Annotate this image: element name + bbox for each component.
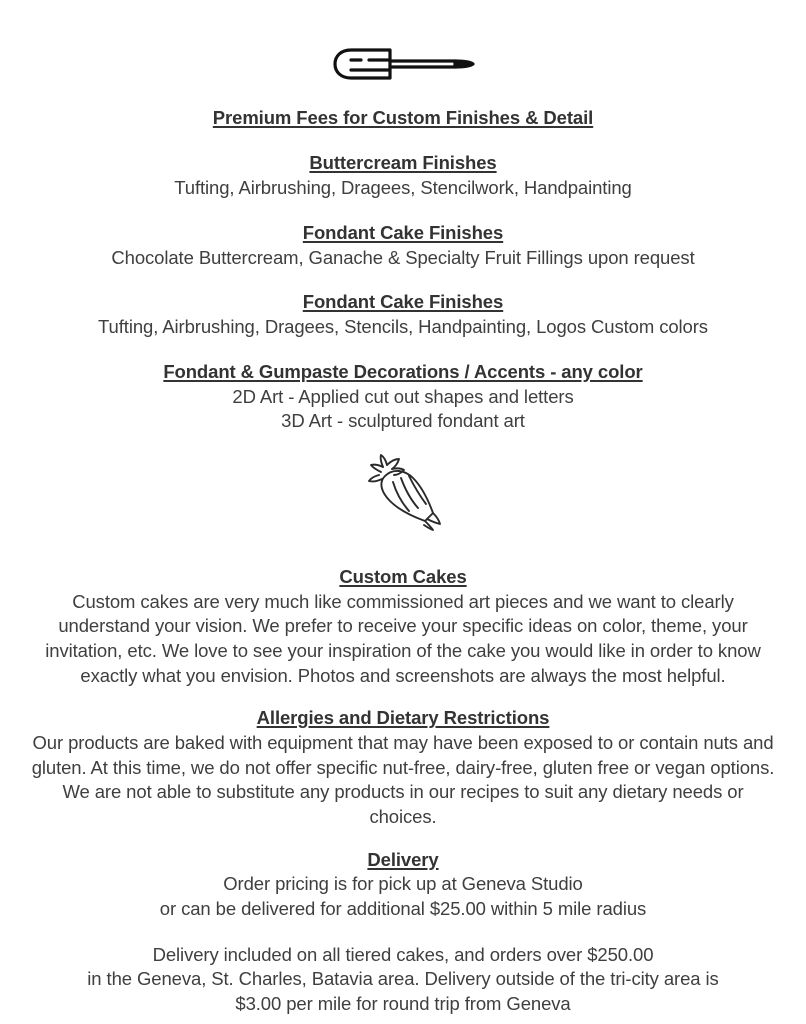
spatula-icon: [329, 42, 477, 84]
section-fondant-gumpaste-decorations: [28, 360, 778, 434]
page-title: Premium Fees for Custom Finishes & Detail: [212, 107, 594, 128]
section-heading: Delivery: [367, 848, 439, 870]
section-fondant-cake-finishes-techniques: [28, 290, 778, 340]
section-line: 2D Art - Applied cut out shapes and letters: [232, 385, 574, 407]
section-delivery: [28, 848, 778, 922]
section-heading: Fondant Cake Finishes: [302, 221, 504, 243]
section-heading: Buttercream Finishes: [309, 151, 497, 173]
delivery-line: in the Geneva, St. Charles, Batavia area. Delivery outside of the tri-city area is: [87, 968, 719, 990]
delivery-line: or can be delivered for additional $25.00 within 5 mile radius: [159, 898, 647, 920]
delivery-line: Order pricing is for pick up at Geneva Studio: [223, 873, 583, 895]
section-line: 3D Art - sculptured fondant art: [281, 410, 525, 432]
allergies-paragraph: Our products are baked with equipment that may have been exposed to or contain nuts and gluten. At this time, we do not offer specific nut-free, dairy-free, gluten free or vegan options. We are not able to substitute any products in our recipes to suit any dietary needs or choices.: [31, 732, 775, 827]
section-fondant-cake-finishes-fillings: [28, 221, 778, 271]
section-heading: Custom Cakes: [339, 565, 467, 587]
section-heading: Allergies and Dietary Restrictions: [256, 707, 550, 729]
delivery-line: Delivery included on all tiered cakes, and orders over $250.00: [152, 943, 654, 965]
section-line: Chocolate Buttercream, Ganache & Specialty Fruit Fillings upon request: [111, 246, 695, 268]
section-delivery-included: [28, 943, 778, 1017]
delivery-line: $3.00 per mile for round trip from Geneva: [235, 992, 571, 1014]
title-block: [28, 106, 778, 131]
section-buttercream-finishes: [28, 151, 778, 201]
section-line: Tufting, Airbrushing, Dragees, Stencilwork, Handpainting: [174, 176, 632, 198]
section-custom-cakes: [28, 565, 778, 688]
section-line: Tufting, Airbrushing, Dragees, Stencils, Handpainting, Logos Custom colors: [98, 316, 708, 338]
custom-cakes-paragraph: Custom cakes are very much like commissioned art pieces and we want to clearly understand your vision. We prefer to receive your specific ideas on color, theme, your invitation, etc. We love to see your inspiration of the cake you would like in order to know exactly what you envision. Photos and screenshots are always the most helpful.: [45, 590, 761, 686]
piping-bag-icon: [357, 450, 449, 542]
section-allergies: [28, 706, 778, 829]
section-heading: Fondant Cake Finishes: [302, 291, 504, 313]
section-heading: Fondant & Gumpaste Decorations / Accents - any color: [163, 360, 643, 382]
